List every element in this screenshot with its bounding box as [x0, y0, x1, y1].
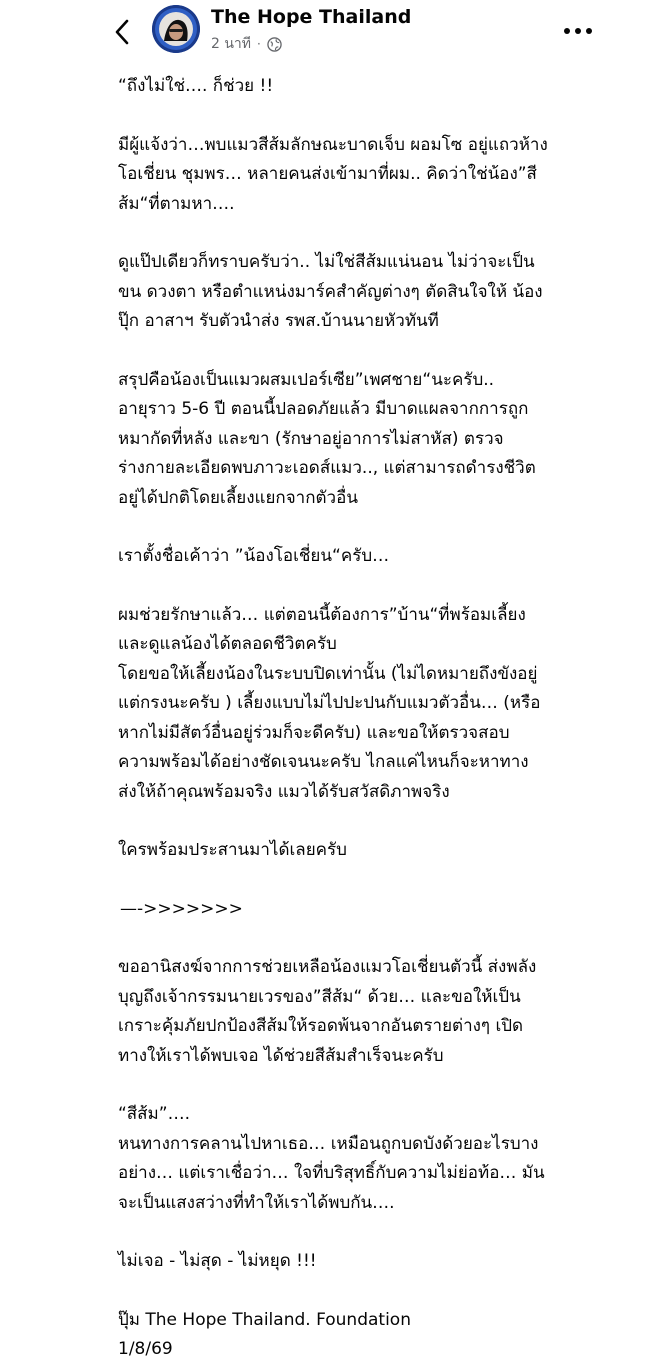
post-paragraph-3: ดูแป๊ปเดียวก็ทราบครับว่า.. ไม่ใช่สีส้มแน่นอน ไม่ว่าจะเป็น ขน ดวงตา หรือตำแหน่งมาร์คสำคัญต่างๆ ตัดสินใจให้ น้อง ปุ๊ก อาสาฯ รับตัวนำส่ง รพส.บ้านนายหัวทันที	[118, 252, 543, 331]
post-paragraph-6: ผมช่วยรักษาแล้ว… แต่ตอนนี้ต้องการ”บ้าน“ที่พร้อมเลี้ยง และดูแลน้องได้ตลอดชีวิตครับ โดยขอให้เลี้ยงน้องในระบบปิดเท่านั้น (ไม่ไดหมายถึงขังอยู่ แต่กรงนะครับ ) เลี้ยงแบบไม่ไปปะปนกับแมวตัวอื่น… (หรือ หากไม่มีสัตว์อื่นอยู่ร่วมก็จะดีครับ) และขอให้ตรวจสอบ ความพร้อมได้อย่างชัดเจนนะครับ ไกลแค่ไหนก็จะหาทาง ส่งให้ถ้าคุณพร้อมจริง แมวได้รับสวัสดิภาพจริง	[118, 604, 541, 802]
more-dots-icon	[563, 27, 593, 35]
chevron-left-icon	[114, 19, 130, 45]
post-paragraph-9: ขออานิสงฆ์จากการช่วยเหลือน้องแมวโอเชี่ยนตัวนี้ ส่งพลัง บุญถึงเจ้ากรรมนายเวรของ”สีส้ม“ ด้วย… และขอให้เป็น เกราะคุ้มภัยปกป้องสีส้มให้รอดพ้นจากอันตรายต่างๆ เปิด ทางให้เราได้พบเจอ ได้ช่วยสีส้มสำเร็จนะครับ	[118, 957, 537, 1066]
avatar[interactable]	[152, 5, 200, 53]
post-paragraph-11: ไม่เจอ - ไม่สุด - ไม่หยุด !!!	[118, 1251, 317, 1271]
post-meta	[211, 33, 282, 55]
post-paragraph-5: เราตั้งชื่อเค้าว่า ”น้องโอเชี่ยน“ครับ…	[118, 546, 390, 566]
post-header	[0, 0, 672, 66]
back-button[interactable]	[104, 14, 140, 50]
page-name[interactable]: The Hope Thailand	[211, 6, 412, 28]
more-options-button[interactable]	[558, 20, 598, 42]
post-timestamp[interactable]: 2 นาที	[211, 36, 252, 52]
post-paragraph-7: ใครพร้อมประสานมาได้เลยครับ	[118, 840, 347, 860]
globe-icon[interactable]	[267, 37, 282, 52]
post-text	[118, 72, 658, 1365]
post-paragraph-2: มีผู้แจ้งว่า…พบแมวสีส้มลักษณะบาดเจ็บ ผอมโซ อยู่แถวห้าง โอเชี่ยน ชุมพร… หลายคนส่งเข้ามาที่ผม.. คิดว่าใช่น้อง”สี ส้ม“ที่ตามหา….	[118, 134, 548, 214]
post-paragraph-1: “ถึงไม่ใช่…. ก็ช่วย !!	[118, 76, 274, 96]
post-paragraph-10: “สีส้ม”…. หนทางการคลานไปหาเธอ… เหมือนถูกบดบังด้วยอะไรบาง อย่าง… แต่เราเชื่อว่า… ใจที่บริสุทธิ์กับความไม่ย่อท้อ… มัน จะเป็นแสงสว่างที่ทำให้เราได้พบกัน….	[118, 1104, 545, 1213]
post-paragraph-4: สรุปคือน้องเป็นแมวผสมเปอร์เซีย”เพศชาย“นะครับ.. อายุราว 5-6 ปี ตอนนี้ปลอดภัยแล้ว มีบาดแผลจากการถูก หมากัดที่หลัง และขา (รักษาอยู่อาการไม่สาหัส) ตรวจ ร่างกายละเอียดพบภาวะเอดส์แมว.., แต่สามารถดำรงชีวิต อยู่ได้ปกติโดยเลี้ยงแยกจากตัวอื่น	[118, 369, 536, 508]
post-divider-arrow: —->>>>>>>	[120, 898, 243, 919]
meta-separator: ·	[257, 37, 261, 51]
post-signature: ปุ๊ม The Hope Thailand. Foundation 1/8/69	[118, 1309, 411, 1359]
